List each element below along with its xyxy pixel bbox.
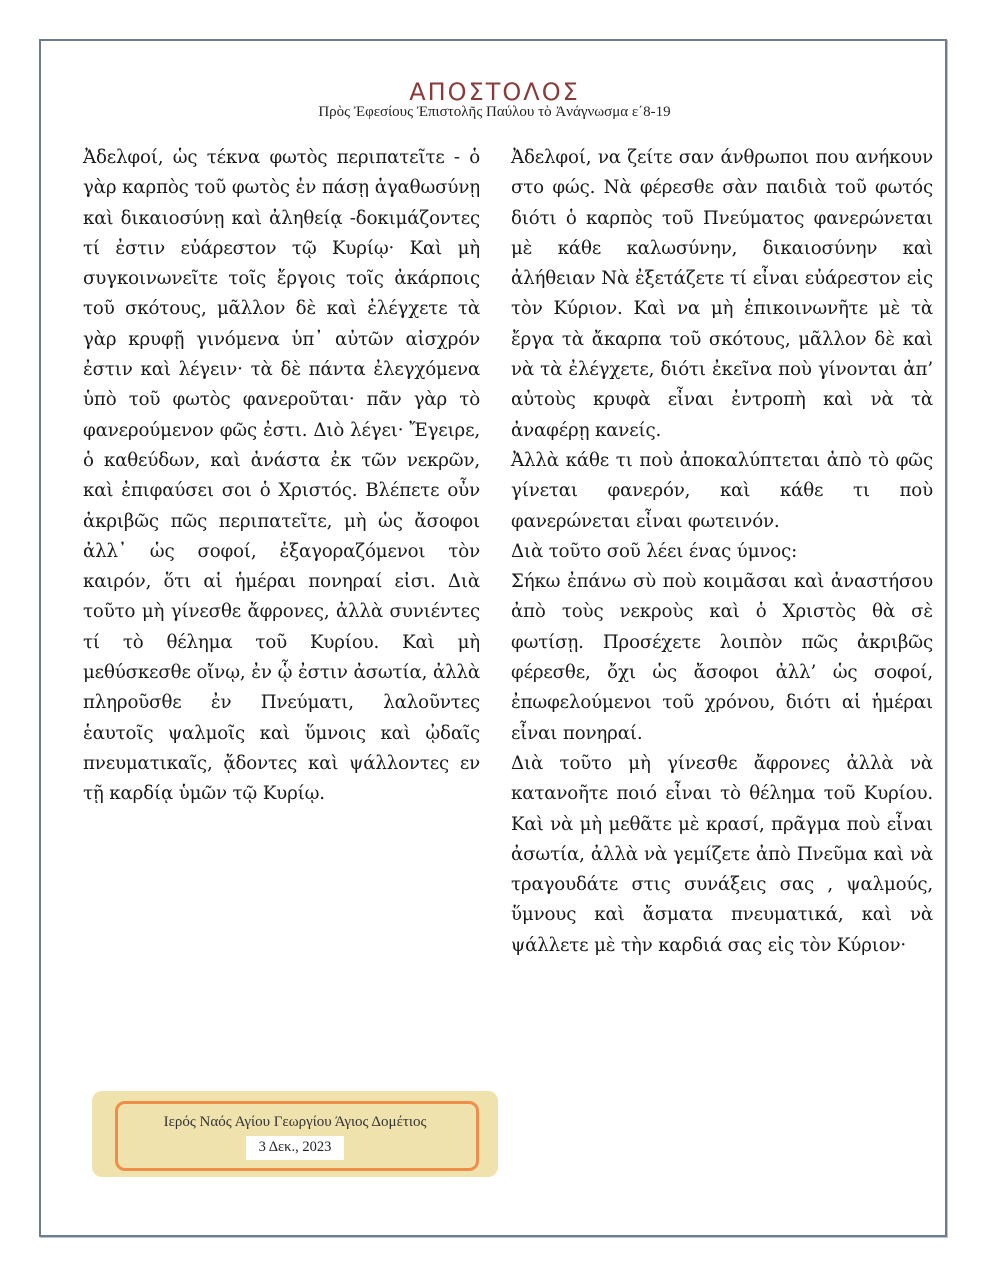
translation-paragraph: Ἀδελφοί, να ζείτε σαν άνθρωποι που ανήκουν στο φώς. Νὰ φέρεσθε σὰν παιδιὰ τοῦ φωτός διότι ὁ καρπὸς τοῦ Πνεύματος φανερώνεται μὲ κάθε καλωσύνην, δικαιοσύνην καὶ ἀλήθειαν Νὰ ἐξετάζετε τί εἶναι εὐάρεστον εἰς τὸν Κύριον. Καὶ να μὴ ἐπικοινωνῆτε μὲ τὰ ἔργα τὰ ἄκαρπα τοῦ σκότους, μᾶλλον δὲ καὶ νὰ τὰ ἐλέγχετε, διότι ἐκεῖνα ποὺ γίνονται ἀπ’ αὐτοὺς κρυφὰ εἶναι ἐντροπὴ καὶ νὰ τὰ ἀναφέρῃ κανείς. [511, 147, 933, 441]
reading-subtitle: Πρὸς Ἐφεσίους Ἐπιστολῆς Παύλου τὸ Ἀνάγνωσμα ε΄8-19 [318, 104, 671, 120]
footer-date: 3 Δεκ., 2023 [246, 1136, 344, 1160]
translation-paragraph: Διὰ τοῦτο σοῦ λέει ένας ύμνος: [511, 540, 798, 562]
translation-paragraph: Ἀλλὰ κάθε τι ποὺ ἀποκαλύπτεται ἀπὸ τὸ φῶς γίνεται φανερόν, καὶ κάθε τι ποὺ φανερώνεται εἶναι φωτεινόν. [511, 449, 933, 532]
translation-paragraph: Σήκω ἐπάνω σὺ ποὺ κοιμᾶσαι καὶ ἀναστήσου ἀπὸ τοὺς νεκροὺς καὶ ὁ Χριστὸς θὰ σὲ φωτίσῃ. Προσέχετε λοιπὸν πῶς ἀκριβῶς φέρεσθε, ὄχι ὡς ἄσοφοι ἀλλ’ ὡς σοφοί, ἐπωφελούμενοι τοῦ χρόνου, διότι αἱ ἡμέραι εἶναι πονηραί. [511, 571, 933, 744]
church-name: Ιερός Ναός Αγίου Γεωργίου Άγιος Δομέτιος [163, 1114, 427, 1130]
original-text-column [83, 143, 480, 810]
original-text-paragraph: Ἀδελφοί, ὡς τέκνα φωτὸς περιπατεῖτε - ὁ γὰρ καρπὸς τοῦ φωτὸς ἐν πάσῃ ἀγαθωσύνῃ καὶ δικαιοσύνῃ καὶ ἀληθείᾳ -δοκιμάζοντες τί ἐστιν εὐάρεστον τῷ Κυρίῳ· Καὶ μὴ συγκοινωνεῖτε τοῖς ἔργοις τοῖς ἀκάρποις τοῦ σκότους, μᾶλλον δὲ καὶ ἐλέγχετε τὰ γὰρ κρυφῇ γινόμενα ὑπ᾽ αὐτῶν αἰσχρόν ἐστιν καὶ λέγειν· τὰ δὲ πάντα ἐλεγχόμενα ὑπὸ τοῦ φωτὸς φανεροῦται· πᾶν γὰρ τὸ φανερούμενον φῶς ἐστι. Διὸ λέγει· Ἔγειρε, ὁ καθεύδων, καὶ ἀνάστα ἐκ τῶν νεκρῶν, καὶ ἐπιφαύσει σοι ὁ Χριστός. Βλέπετε οὖν ἀκριβῶς πῶς περιπατεῖτε, μὴ ὡς ἄσοφοι ἀλλ᾽ ὡς σοφοί, ἐξαγοραζόμενοι τὸν καιρόν, ὅτι αἱ ἡμέραι πονηραί εἰσι. Διὰ τοῦτο μὴ γίνεσθε ἄφρονες, ἀλλὰ συνιέντες τί τὸ θέλημα τοῦ Κυρίου. Καὶ μὴ μεθύσκεσθε οἴνῳ, ἐν ᾧ ἐστιν ἀσωτία, ἀλλὰ πληροῦσθε ἐν Πνεύματι, λαλοῦντες ἑαυτοῖς ψαλμοῖς καὶ ὕμνοις καὶ ᾠδαῖς πνευματικαῖς, ᾄδοντες καὶ ψάλλοντες εν τῇ καρδίᾳ ὑμῶν τῷ Κυρίῳ. [83, 147, 480, 805]
translation-text-column [511, 143, 933, 961]
page-title: ΑΠΟΣΤΟΛΟΣ [409, 78, 580, 107]
translation-paragraph: Διὰ τοῦτο μὴ γίνεσθε ἄφρονες ἀλλὰ νὰ κατανοῆτε ποιό εἶναι τὸ θέλημα τοῦ Κυρίου. Καὶ νὰ μὴ μεθᾶτε μὲ κρασί, πρᾶγμα ποὺ εἶναι ἀσωτία, ἀλλὰ νὰ γεμίζετε ἀπὸ Πνεῦμα καὶ νὰ τραγουδάτε στις συνάξεις σας , ψαλμούς, ὕμνους καὶ ἄσματα πνευματικά, καὶ νὰ ψάλλετε μὲ τὴν καρδιά σας εἰς τὸν Κύριον· [511, 752, 933, 956]
